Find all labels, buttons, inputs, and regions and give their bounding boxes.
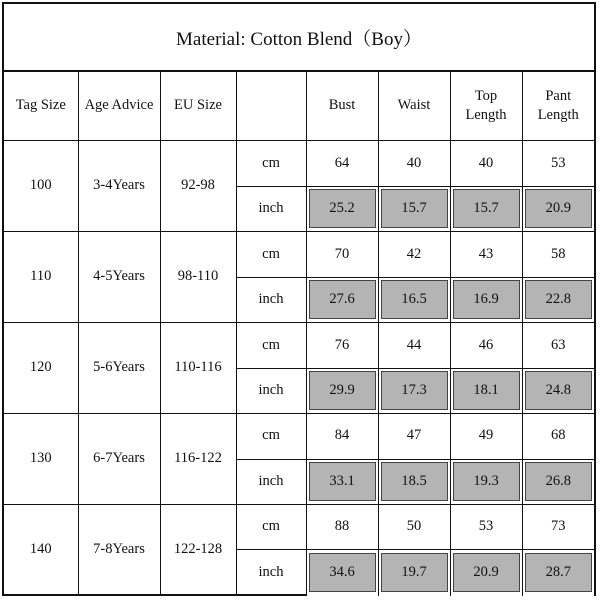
- value-box: 34.6: [309, 553, 376, 592]
- top-length-cm-cell: 40: [450, 141, 522, 186]
- waist-inch-cell: [378, 277, 450, 322]
- value-box: 15.7: [381, 189, 448, 228]
- unit-cell: inch: [236, 277, 306, 322]
- table-row: [4, 141, 594, 186]
- waist-cm-cell: 44: [378, 323, 450, 368]
- bust-inch-cell: [306, 459, 378, 504]
- value-box: 20.9: [525, 189, 593, 228]
- top-length-inch-cell: [450, 550, 522, 596]
- unit-cell: cm: [236, 414, 306, 459]
- top-length-inch-cell: [450, 277, 522, 322]
- tag-size-cell: 130: [4, 414, 78, 505]
- value-box: 26.8: [525, 462, 593, 501]
- unit-cell: cm: [236, 141, 306, 186]
- pant-length-inch-cell: [522, 186, 594, 231]
- value-box: 18.5: [381, 462, 448, 501]
- unit-cell: inch: [236, 368, 306, 413]
- unit-cell: cm: [236, 323, 306, 368]
- eu-size-cell: 92-98: [160, 141, 236, 232]
- bust-cm-cell: 88: [306, 504, 378, 549]
- header-waist: Waist: [378, 72, 450, 141]
- bust-inch-cell: [306, 550, 378, 596]
- eu-size-cell: 122-128: [160, 504, 236, 595]
- bust-inch-cell: [306, 368, 378, 413]
- bust-inch-cell: [306, 277, 378, 322]
- pant-length-inch-cell: [522, 277, 594, 322]
- unit-cell: inch: [236, 459, 306, 504]
- header-pant-length: [522, 72, 594, 141]
- unit-cell: inch: [236, 186, 306, 231]
- header-age-advice: Age Advice: [78, 72, 160, 141]
- value-box: 17.3: [381, 371, 448, 410]
- pant-length-inch-cell: [522, 459, 594, 504]
- top-length-cm-cell: 43: [450, 232, 522, 277]
- pant-length-cm-cell: 58: [522, 232, 594, 277]
- top-length-inch-cell: [450, 368, 522, 413]
- top-length-cm-cell: 46: [450, 323, 522, 368]
- header-unit: [236, 72, 306, 141]
- age-advice-cell: 4-5Years: [78, 232, 160, 323]
- header-pant-length-label: Pant Length: [537, 87, 579, 124]
- top-length-cm-cell: 53: [450, 504, 522, 549]
- age-advice-cell: 6-7Years: [78, 414, 160, 505]
- waist-cm-cell: 47: [378, 414, 450, 459]
- eu-size-cell: 110-116: [160, 323, 236, 414]
- header-tag-size: Tag Size: [4, 72, 78, 141]
- waist-cm-cell: 40: [378, 141, 450, 186]
- waist-inch-cell: [378, 550, 450, 596]
- pant-length-cm-cell: 73: [522, 504, 594, 549]
- value-box: 16.9: [453, 280, 520, 319]
- waist-inch-cell: [378, 368, 450, 413]
- header-top-length: [450, 72, 522, 141]
- bust-cm-cell: 64: [306, 141, 378, 186]
- unit-cell: inch: [236, 550, 306, 596]
- tag-size-cell: 110: [4, 232, 78, 323]
- value-box: 22.8: [525, 280, 593, 319]
- table-row: [4, 504, 594, 549]
- tag-size-cell: 140: [4, 504, 78, 595]
- value-box: 16.5: [381, 280, 448, 319]
- bust-cm-cell: 84: [306, 414, 378, 459]
- waist-inch-cell: [378, 186, 450, 231]
- header-row: [4, 72, 594, 141]
- value-box: 27.6: [309, 280, 376, 319]
- top-length-inch-cell: [450, 459, 522, 504]
- bust-cm-cell: 76: [306, 323, 378, 368]
- size-chart: [2, 2, 596, 596]
- value-box: 19.7: [381, 553, 448, 592]
- header-eu-size: EU Size: [160, 72, 236, 141]
- header-top-length-label: Top Length: [465, 87, 507, 124]
- unit-cell: cm: [236, 232, 306, 277]
- eu-size-cell: 116-122: [160, 414, 236, 505]
- waist-cm-cell: 50: [378, 504, 450, 549]
- age-advice-cell: 3-4Years: [78, 141, 160, 232]
- top-length-inch-cell: [450, 186, 522, 231]
- pant-length-inch-cell: [522, 368, 594, 413]
- header-bust: Bust: [306, 72, 378, 141]
- value-box: 20.9: [453, 553, 520, 592]
- unit-cell: cm: [236, 504, 306, 549]
- value-box: 25.2: [309, 189, 376, 228]
- waist-inch-cell: [378, 459, 450, 504]
- value-box: 15.7: [453, 189, 520, 228]
- table-row: [4, 414, 594, 459]
- table-row: [4, 232, 594, 277]
- pant-length-cm-cell: 53: [522, 141, 594, 186]
- tag-size-cell: 120: [4, 323, 78, 414]
- size-table: [4, 72, 594, 596]
- bust-inch-cell: [306, 186, 378, 231]
- value-box: 24.8: [525, 371, 593, 410]
- value-box: 29.9: [309, 371, 376, 410]
- table-row: [4, 323, 594, 368]
- top-length-cm-cell: 49: [450, 414, 522, 459]
- age-advice-cell: 7-8Years: [78, 504, 160, 595]
- age-advice-cell: 5-6Years: [78, 323, 160, 414]
- value-box: 33.1: [309, 462, 376, 501]
- eu-size-cell: 98-110: [160, 232, 236, 323]
- value-box: 28.7: [525, 553, 593, 592]
- pant-length-cm-cell: 68: [522, 414, 594, 459]
- chart-title: Material: Cotton Blend（Boy）: [4, 4, 594, 72]
- value-box: 19.3: [453, 462, 520, 501]
- pant-length-inch-cell: [522, 550, 594, 596]
- pant-length-cm-cell: 63: [522, 323, 594, 368]
- waist-cm-cell: 42: [378, 232, 450, 277]
- bust-cm-cell: 70: [306, 232, 378, 277]
- value-box: 18.1: [453, 371, 520, 410]
- tag-size-cell: 100: [4, 141, 78, 232]
